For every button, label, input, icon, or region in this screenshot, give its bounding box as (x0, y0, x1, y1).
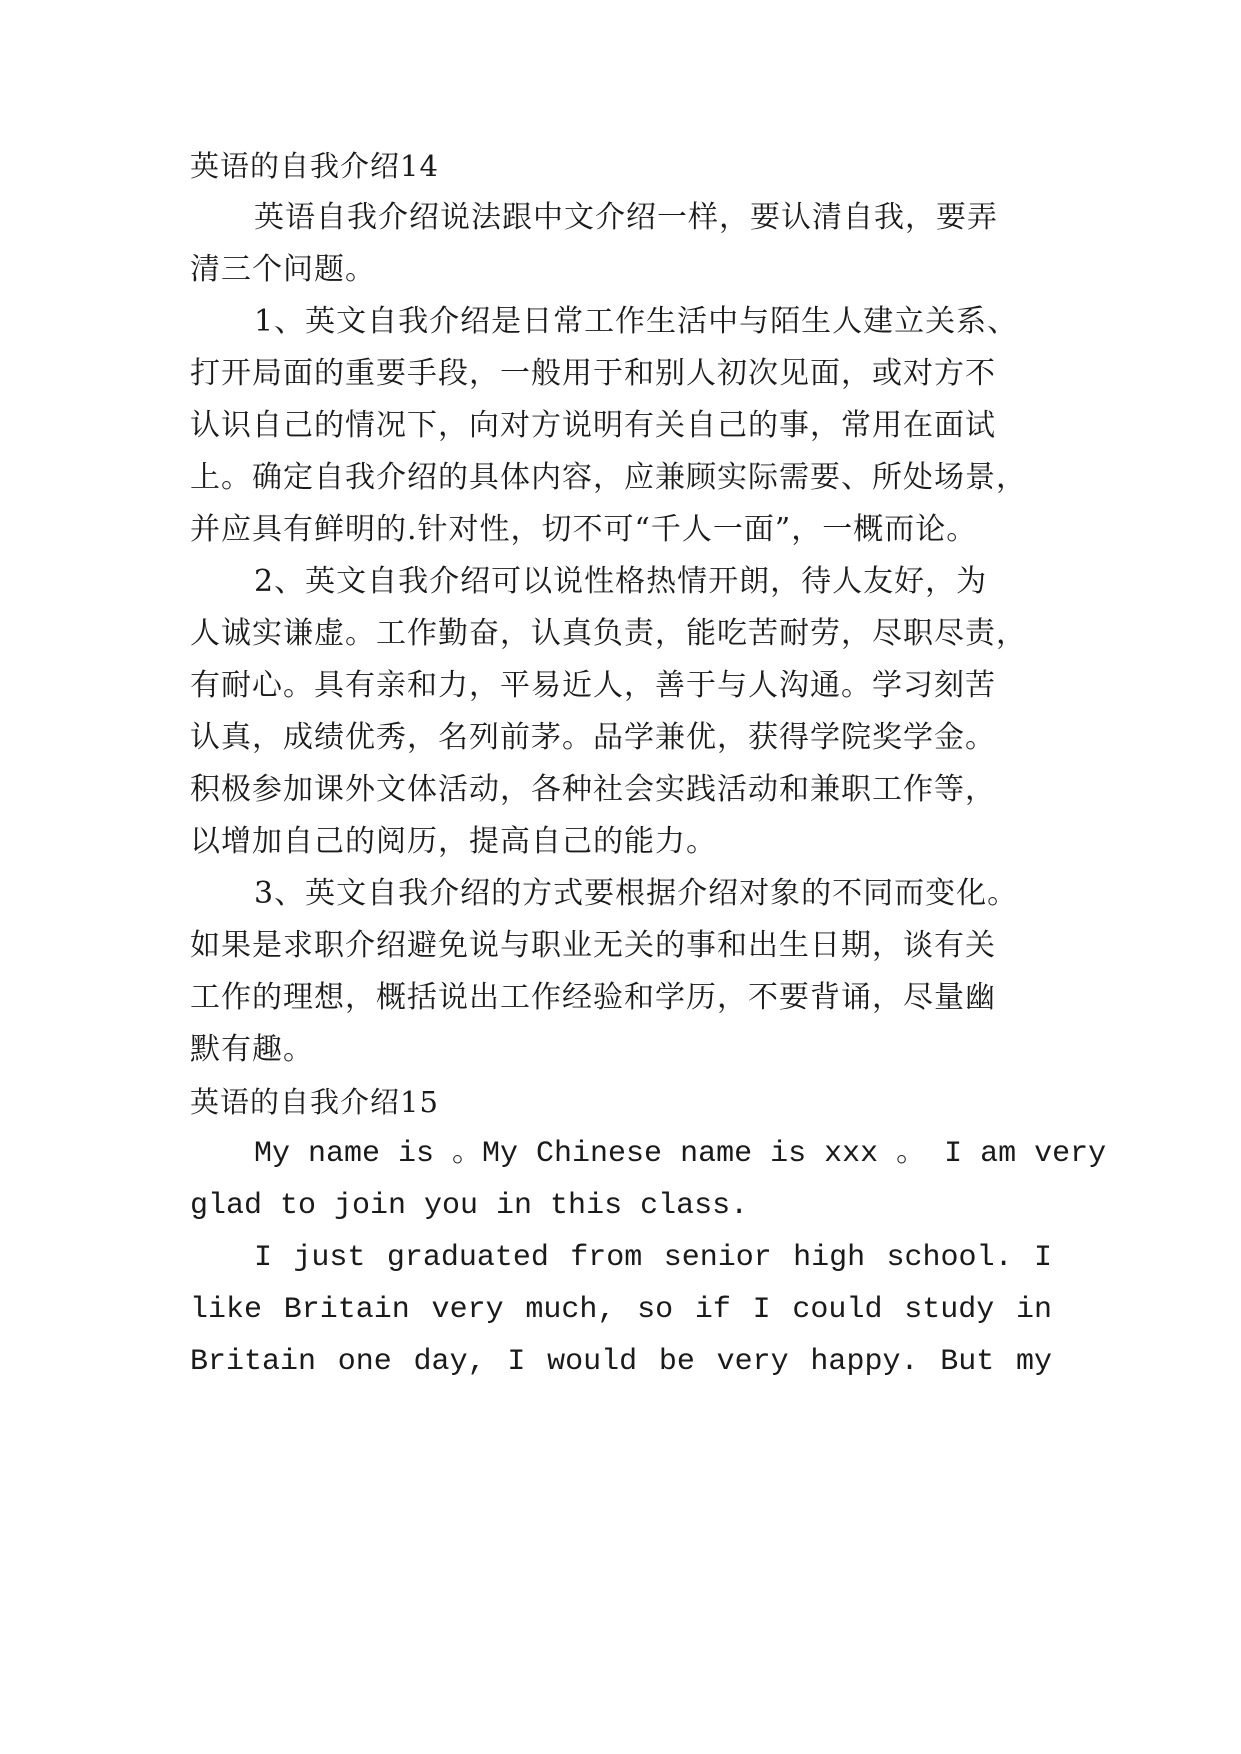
paragraph-line: 工作的理想，概括说出工作经验和学历，不要背诵，尽量幽 (190, 980, 996, 1015)
paragraph-line: My name is 。My Chinese name is xxx 。 I am very (254, 1137, 1107, 1171)
paragraph-line: 3、英文自我介绍的方式要根据介绍对象的不同而变化。 (254, 876, 1019, 911)
paragraph-line: 1、英文自我介绍是日常工作生活中与陌生人建立关系、 (254, 304, 1019, 339)
paragraph-line: 并应具有鲜明的.针对性，切不可“千人一面”，一概而论。 (190, 512, 978, 547)
section-title-15: 英语的自我介绍15 (190, 1085, 439, 1119)
paragraph-line: 打开局面的重要手段，一般用于和别人初次见面，或对方不 (190, 356, 996, 391)
paragraph-line: 英语自我介绍说法跟中文介绍一样，要认清自我，要弄 (254, 200, 998, 235)
paragraph-line: 人诚实谦虚。工作勤奋，认真负责，能吃苦耐劳，尽职尽责， (190, 616, 1027, 651)
paragraph-line: Britain one day, I would be very happy. But my (190, 1345, 1052, 1379)
paragraph-line: 清三个问题。 (190, 252, 376, 287)
paragraph-line: 认识自己的情况下，向对方说明有关自己的事，常用在面试 (190, 408, 996, 443)
paragraph-line: 积极参加课外文体活动，各种社会实践活动和兼职工作等， (190, 772, 996, 807)
paragraph-line: glad to join you in this class. (190, 1189, 749, 1223)
paragraph-line: 上。确定自我介绍的具体内容，应兼顾实际需要、所处场景， (190, 460, 1027, 495)
paragraph-line: like Britain very much, so if I could study in (190, 1293, 1052, 1327)
paragraph-line: 2、英文自我介绍可以说性格热情开朗，待人友好，为 (254, 564, 988, 599)
paragraph-line: 认真，成绩优秀，名列前茅。品学兼优，获得学院奖学金。 (190, 720, 996, 755)
paragraph-line: I just graduated from senior high school. I (254, 1241, 1052, 1275)
paragraph-line: 以增加自己的阅历，提高自己的能力。 (190, 824, 717, 859)
section-title-14: 英语的自我介绍14 (190, 149, 439, 183)
paragraph-line: 如果是求职介绍避免说与职业无关的事和出生日期，谈有关 (190, 928, 996, 963)
paragraph-line: 默有趣。 (190, 1032, 314, 1067)
paragraph-line: 有耐心。具有亲和力，平易近人，善于与人沟通。学习刻苦 (190, 668, 996, 703)
